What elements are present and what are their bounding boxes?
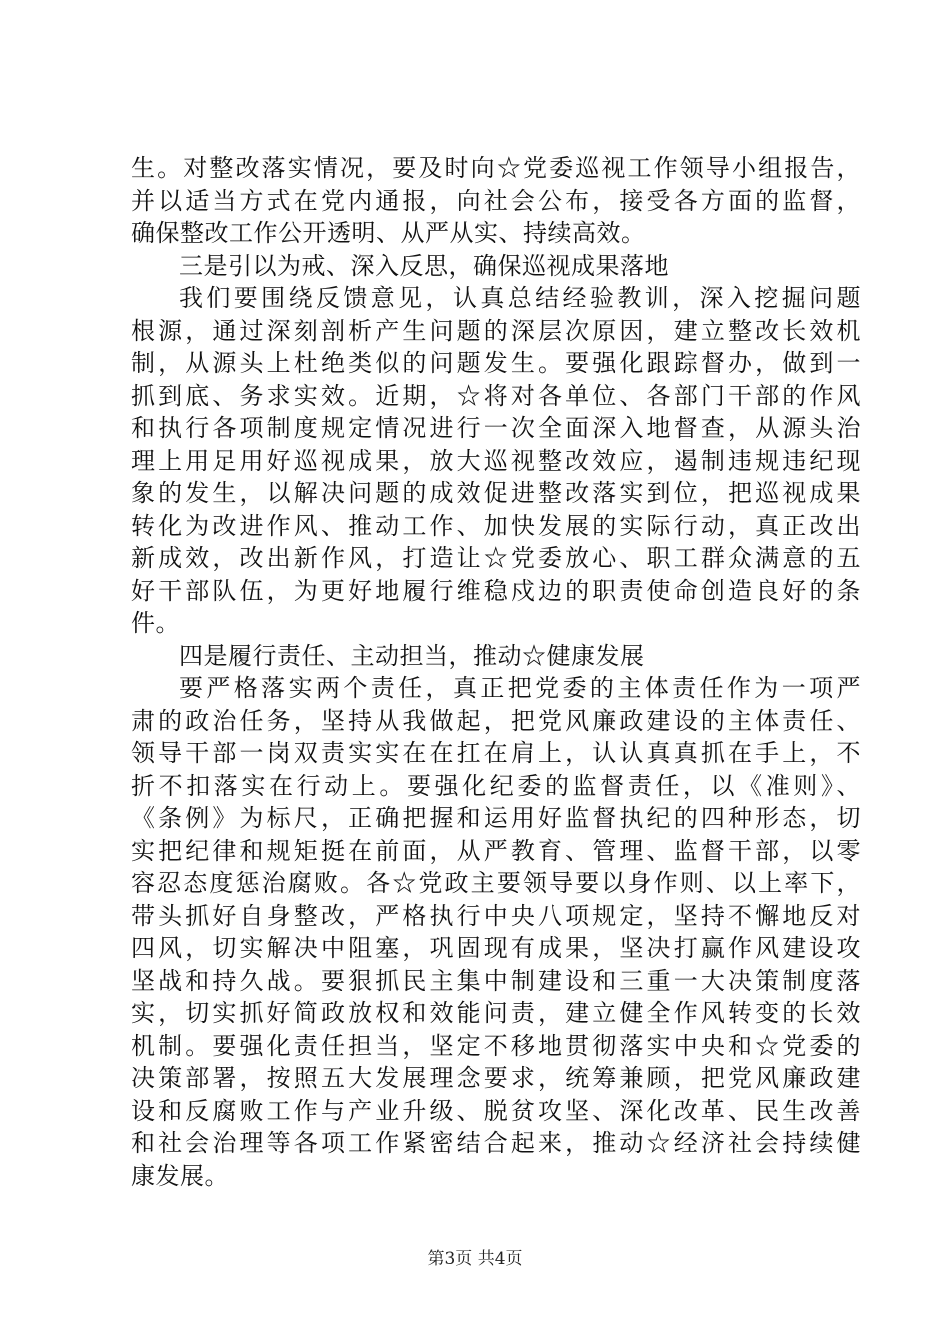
text-line: 设和反腐败工作与产业升级、脱贫攻坚、深化改革、民生改善 [131,1096,861,1125]
text-line: 《条例》为标尺，正确把握和运用好监督执纪的四种形态，切 [131,804,861,832]
text-line: 四风，切实解决中阻塞，巩固现有成果，坚决打赢作风建设攻 [131,934,861,962]
text-line: 和执行各项制度规定情况进行一次全面深入地督查，从源头治 [131,414,861,442]
page-footer: 第3页 共4页 [427,1249,523,1269]
text-line: 新成效，改出新作风，打造让☆党委放心、职工群众满意的五 [131,544,861,572]
text-line: 根源，通过深刻剖析产生问题的深层次原因，建立整改长效机 [131,316,861,345]
text-line: 理上用足用好巡视成果，放大巡视整改效应，遏制违规违纪现 [131,446,861,475]
text-line: 并以适当方式在党内通报，向社会公布，接受各方面的监督， [131,186,861,215]
paragraph-first-line: 要严格落实两个责任，真正把党委的主体责任作为一项严 [179,674,861,702]
text-line: 机制。要强化责任担当，坚定不移地贯彻落实中央和☆党委的 [131,1031,861,1060]
text-line: 转化为改进作风、推动工作、加快发展的实际行动，真正改出 [131,511,861,540]
text-line: 肃的政治任务，坚持从我做起，把党风廉政建设的主体责任、 [131,706,861,735]
text-line: 决策部署，按照五大发展理念要求，统筹兼顾，把党风廉政建 [131,1064,861,1092]
text-line: 象的发生，以解决问题的成效促进整改落实到位，把巡视成果 [131,479,861,507]
text-line: 实把纪律和规矩挺在前面，从严教育、管理、监督干部，以零 [131,836,861,865]
text-line: 生。对整改落实情况，要及时向☆党委巡视工作领导小组报告， [131,154,861,182]
text-line: 坚战和持久战。要狠抓民主集中制建设和三重一大决策制度落 [131,966,861,995]
paragraph-first-line: 三是引以为戒、深入反思，确保巡视成果落地 [179,251,669,280]
text-line: 康发展。 [131,1161,229,1190]
text-line: 容忍态度惩治腐败。各☆党政主要领导要以身作则、以上率下， [131,869,861,897]
text-line: 抓到底、务求实效。近期，☆将对各单位、各部门干部的作风 [131,381,861,410]
document-body [131,152,861,1192]
text-line: 带头抓好自身整改，严格执行中央八项规定，坚持不懈地反对 [131,901,861,930]
text-line: 和社会治理等各项工作紧密结合起来，推动☆经济社会持续健 [131,1129,861,1157]
paragraph-first-line: 四是履行责任、主动担当，推动☆健康发展 [179,641,645,670]
text-line: 件。 [131,609,180,637]
text-line: 确保整改工作公开透明、从严从实、持续高效。 [131,219,646,247]
text-line: 制，从源头上杜绝类似的问题发生。要强化跟踪督办，做到一 [131,349,861,377]
text-line: 实，切实抓好简政放权和效能问责，建立健全作风转变的长效 [131,999,861,1027]
paragraph-first-line: 我们要围绕反馈意见，认真总结经验教训，深入挖掘问题 [179,284,861,312]
text-line: 好干部队伍，为更好地履行维稳戍边的职责使命创造良好的条 [131,576,861,605]
text-line: 折不扣落实在行动上。要强化纪委的监督责任，以《准则》、 [131,771,861,800]
text-line: 领导干部一岗双责实实在在扛在肩上，认认真真抓在手上，不 [131,739,861,767]
